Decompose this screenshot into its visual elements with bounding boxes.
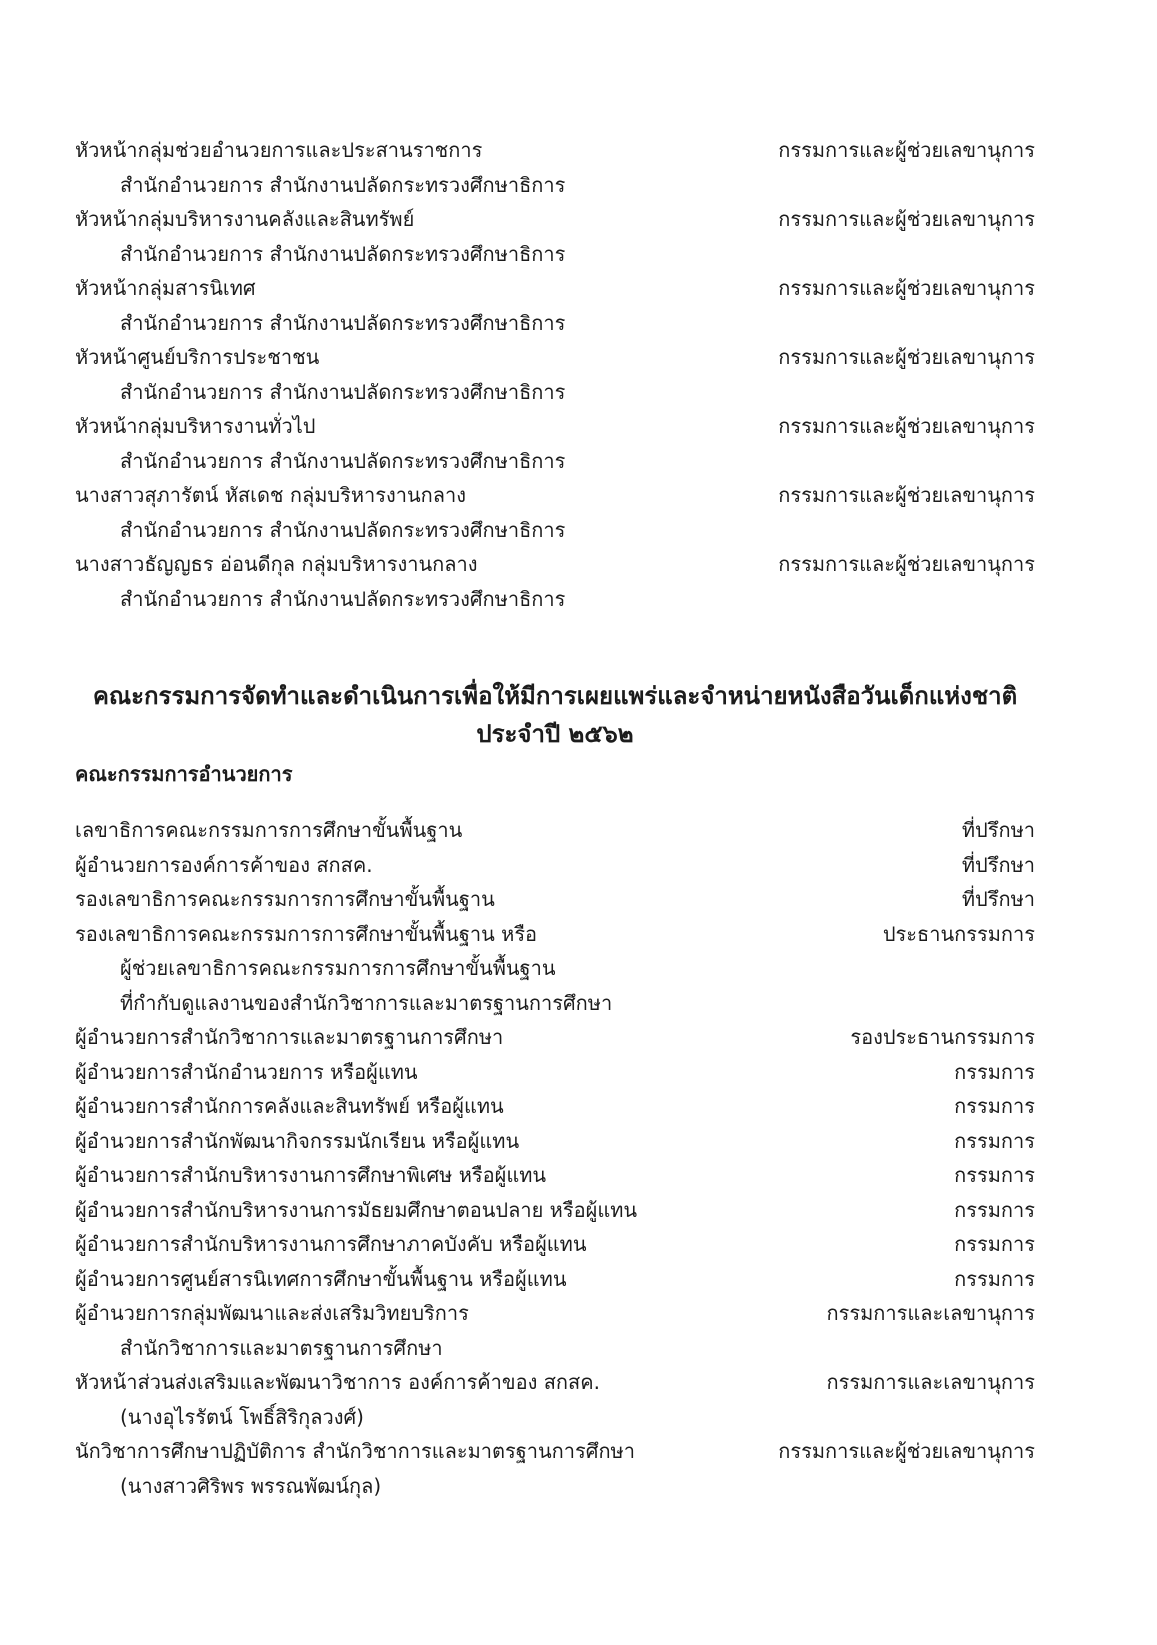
member-position: ที่กำกับดูแลงานของสำนักวิชาการและมาตรฐานการศึกษา [120,990,613,1015]
committee-title-line2: ประจำปี ๒๕๖๒ [476,720,634,748]
member-row [75,1123,1035,1159]
committee-role: ประธานกรรมการ [882,921,1035,946]
member-position: ผู้อำนวยการสำนักวิชาการและมาตรฐานการศึกษา [75,1025,504,1049]
member-detail-line [75,167,1035,203]
committee-role: กรรมการ [954,1163,1035,1187]
member-row [75,339,1035,375]
member-detail-line [75,374,1035,410]
member-position: นางสาวสุภารัตน์ หัสเดช กลุ่มบริหารงานกลาง [75,483,467,507]
member-row [75,408,1035,444]
committee-role: กรรมการ [954,1232,1035,1256]
member-row [75,916,1035,952]
member-detail-line [75,985,1035,1021]
committee-role: กรรมการและผู้ช่วยเลขานุการ [778,345,1035,369]
member-row [75,812,1035,848]
committee-role: กรรมการและเลขานุการ [826,1301,1035,1325]
member-detail-line [75,581,1035,617]
member-detail-line [75,443,1035,479]
committee-role: กรรมการและผู้ช่วยเลขานุการ [778,552,1035,576]
member-position: หัวหน้ากลุ่มสารนิเทศ [75,276,256,300]
member-position: นักวิชาการศึกษาปฏิบัติการ สำนักวิชาการและมาตรฐานการศึกษา [75,1439,635,1463]
member-position: สำนักวิชาการและมาตรฐานการศึกษา [120,1335,443,1360]
committee-role: กรรมการและเลขานุการ [826,1370,1035,1394]
member-position: เลขาธิการคณะกรรมการการศึกษาขั้นพื้นฐาน [75,818,463,842]
member-position: ผู้อำนวยการองค์การค้าของ สกสค. [75,852,373,877]
committee-role: กรรมการ [954,1059,1035,1084]
subcommittee-heading: คณะกรรมการอำนวยการ [75,762,293,786]
committee-title-line1: คณะกรรมการจัดทำและดำเนินการเพื่อให้มีการเผยแพร่และจำหน่ายหนังสือวันเด็กแห่งชาติ [92,682,1018,710]
member-position: ผู้อำนวยการสำนักอำนวยการ หรือผู้แทน [75,1059,418,1084]
member-position: ผู้อำนวยการศูนย์สารนิเทศการศึกษาขั้นพื้นฐาน หรือผู้แทน [75,1266,567,1291]
member-row [75,1226,1035,1262]
member-position: ผู้อำนวยการสำนักบริหารงานการมัธยมศึกษาตอนปลาย หรือผู้แทน [75,1197,638,1222]
committee-role: ที่ปรึกษา [961,887,1035,911]
member-position: หัวหน้ากลุ่มบริหารงานทั่วไป [75,414,316,438]
member-row [75,546,1035,582]
committee-role: กรรมการ [954,1128,1035,1153]
member-position: หัวหน้าส่วนส่งเสริมและพัฒนาวิชาการ องค์การค้าของ สกสค. [75,1370,600,1394]
member-position: สำนักอำนวยการ สำนักงานปลัดกระทรวงศึกษาธิการ [120,310,566,335]
member-position: หัวหน้ากลุ่มบริหารงานคลังและสินทรัพย์ [75,207,415,231]
member-row [75,1364,1035,1400]
committee-role: กรรมการและผู้ช่วยเลขานุการ [778,138,1035,162]
member-row [75,477,1035,513]
member-row [75,847,1035,883]
member-row [75,1261,1035,1297]
member-row [75,1054,1035,1090]
member-position: (นางสาวศิริพร พรรณพัฒน์กุล) [120,1473,382,1498]
committee-role: กรรมการ [954,1197,1035,1222]
member-position: สำนักอำนวยการ สำนักงานปลัดกระทรวงศึกษาธิการ [120,517,566,542]
committee-role: ที่ปรึกษา [961,852,1035,877]
member-position: ผู้อำนวยการสำนักพัฒนากิจกรรมนักเรียน หรือผู้แทน [75,1128,520,1153]
member-detail-line [75,236,1035,272]
member-position: สำนักอำนวยการ สำนักงานปลัดกระทรวงศึกษาธิการ [120,172,566,197]
member-detail-line [75,512,1035,548]
committee-role: กรรมการและผู้ช่วยเลขานุการ [778,1439,1035,1463]
committee-role: กรรมการและผู้ช่วยเลขานุการ [778,207,1035,231]
committee-role: กรรมการและผู้ช่วยเลขานุการ [778,276,1035,300]
member-position: สำนักอำนวยการ สำนักงานปลัดกระทรวงศึกษาธิการ [120,448,566,473]
committee-role: กรรมการ [954,1266,1035,1291]
member-row [75,201,1035,237]
member-row [75,881,1035,917]
member-position: ผู้อำนวยการสำนักการคลังและสินทรัพย์ หรือผู้แทน [75,1094,504,1118]
committee-role: กรรมการและผู้ช่วยเลขานุการ [778,414,1035,438]
member-row [75,1295,1035,1331]
member-position: ผู้อำนวยการกลุ่มพัฒนาและส่งเสริมวิทยบริการ [75,1301,469,1325]
committee-role: รองประธานกรรมการ [850,1025,1035,1049]
member-row [75,1157,1035,1193]
member-row [75,1433,1035,1469]
committee-role: ที่ปรึกษา [961,818,1035,842]
member-position: สำนักอำนวยการ สำนักงานปลัดกระทรวงศึกษาธิการ [120,586,566,611]
member-row [75,1088,1035,1124]
member-position: นางสาวธัญญธร อ่อนดีกุล กลุ่มบริหารงานกลาง [75,552,478,576]
member-row [75,1192,1035,1228]
member-detail-line [75,1399,1035,1435]
member-position: (นางอุไรรัตน์ โพธิ์สิริกุลวงศ์) [120,1404,364,1429]
member-row [75,132,1035,168]
committee-role: กรรมการและผู้ช่วยเลขานุการ [778,483,1035,507]
member-position: ผู้อำนวยการสำนักบริหารงานการศึกษาพิเศษ หรือผู้แทน [75,1163,547,1187]
member-position: หัวหน้ากลุ่มช่วยอำนวยการและประสานราชการ [75,138,483,162]
member-position: ผู้อำนวยการสำนักบริหารงานการศึกษาภาคบังคับ หรือผู้แทน [75,1232,587,1256]
member-position: หัวหน้าศูนย์บริการประชาชน [75,345,320,369]
member-position: สำนักอำนวยการ สำนักงานปลัดกระทรวงศึกษาธิการ [120,241,566,266]
member-position: ผู้ช่วยเลขาธิการคณะกรรมการการศึกษาขั้นพื้นฐาน [120,956,556,980]
committee-role: กรรมการ [954,1094,1035,1118]
member-position: รองเลขาธิการคณะกรรมการการศึกษาขั้นพื้นฐาน หรือ [75,921,538,946]
member-position: สำนักอำนวยการ สำนักงานปลัดกระทรวงศึกษาธิการ [120,379,566,404]
member-detail-line [75,950,1035,986]
member-detail-line [75,1330,1035,1366]
member-row [75,1019,1035,1055]
member-row [75,270,1035,306]
member-detail-line [75,305,1035,341]
member-detail-line [75,1468,1035,1504]
member-position: รองเลขาธิการคณะกรรมการการศึกษาขั้นพื้นฐาน [75,887,495,911]
